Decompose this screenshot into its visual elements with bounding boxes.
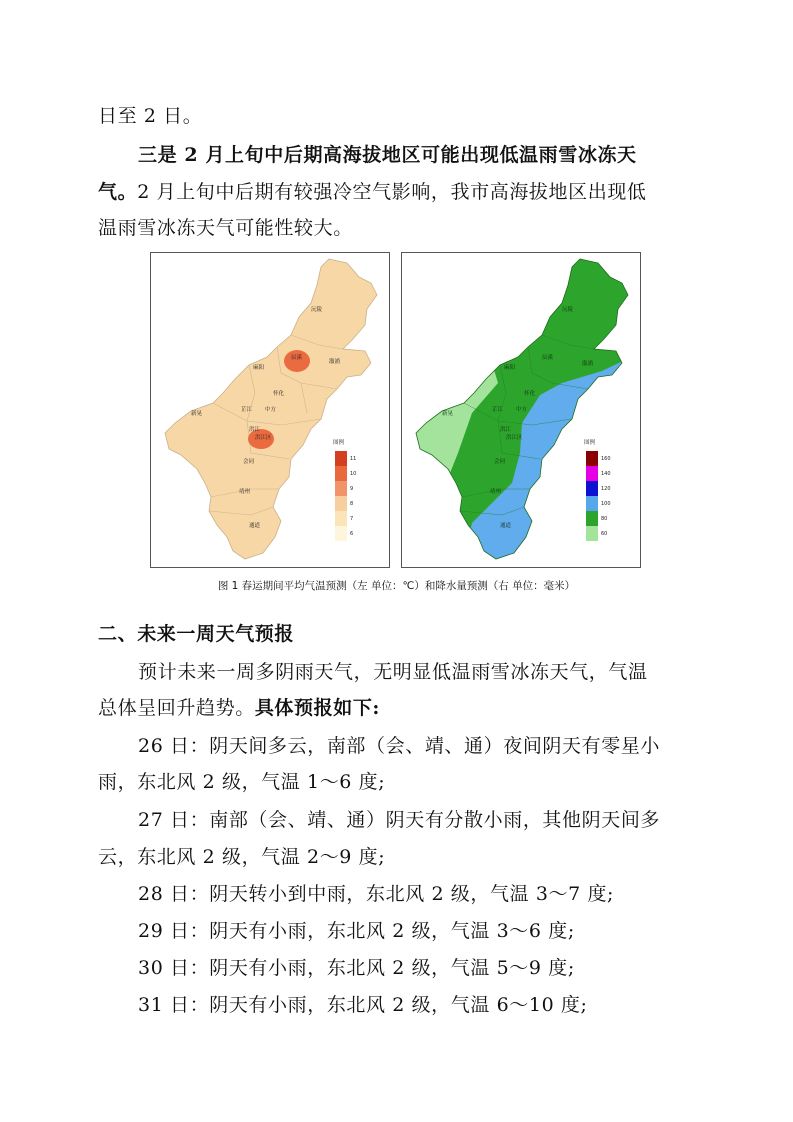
temp-legend-swatch [335, 451, 347, 466]
label-tongdao: 通道 [249, 523, 261, 529]
text-line-4: 温雨雪冰冻天气可能性较大。 [98, 217, 353, 239]
section-heading: 二、未来一周天气预报 [98, 623, 295, 645]
label-zhijiang: 芷江 [492, 407, 504, 413]
label-zhongfang: 中方 [265, 407, 277, 413]
forecast-27-line-1: 27 日：南部（会、靖、通）阴天有分散小雨，其他阴天间多 [138, 809, 661, 831]
temp-legend-swatch [335, 466, 347, 481]
forecast-27-line-2: 云，东北风 2 级，气温 2～9 度; [98, 846, 386, 868]
text-line-3 [98, 177, 647, 207]
temperature-map [151, 253, 389, 567]
label-hongjiangqu: 洪江区 [506, 435, 523, 441]
label-hongjiang: 洪江 [500, 427, 512, 433]
precip-legend-label: 140 [601, 471, 611, 477]
forecast-29: 29 日：阴天有小雨，东北风 2 级，气温 3～6 度; [138, 920, 575, 942]
precip-legend-label: 120 [601, 486, 611, 492]
temp-legend-label: 9 [350, 486, 354, 492]
label-xinhuang: 新晃 [442, 411, 454, 417]
label-mayang: 麻阳 [504, 365, 516, 371]
label-chenxi: 辰溪 [291, 355, 303, 361]
point-three-body: 2 月上旬中后期有较强冷空气影响，我市高海拔地区出现低 [137, 181, 647, 203]
label-yuanling: 沅陵 [562, 307, 574, 313]
precip-legend-title: 图例 [584, 440, 596, 446]
precip-legend-label: 80 [601, 516, 608, 522]
label-jingzhou: 靖州 [239, 489, 251, 495]
precipitation-map [402, 253, 640, 567]
point-three-heading: 三是 2 月上旬中后期高海拔地区可能出现低温雨雪冰冻天 [138, 144, 637, 166]
label-zhijiang: 芷江 [241, 407, 253, 413]
temp-legend-label: 11 [350, 456, 357, 462]
label-hongjiangqu: 洪江区 [255, 435, 272, 441]
label-mayang: 麻阳 [253, 365, 265, 371]
temp-legend-label: 6 [350, 531, 354, 537]
temp-legend-title: 图例 [333, 440, 345, 446]
label-chenxi: 辰溪 [542, 355, 554, 361]
forecast-26-line-1: 26 日：阴天间多云，南部（会、靖、通）夜间阴天有零星小 [138, 735, 661, 757]
para-line-2 [98, 693, 380, 723]
temperature-map-panel [150, 252, 390, 568]
point-three-heading-end: 气。 [98, 181, 138, 203]
label-yuanling: 沅陵 [311, 307, 323, 313]
para-line-1: 预计未来一周多阴雨天气，无明显低温雨雪冰冻天气，气温 [138, 661, 648, 683]
temp-legend [335, 451, 356, 541]
label-tongdao: 通道 [500, 523, 512, 529]
forecast-intro: 具体预报如下: [254, 697, 381, 719]
precipitation-map-panel [401, 252, 641, 568]
label-huaihua: 怀化 [524, 391, 536, 397]
forecast-26-line-2: 雨，东北风 2 级，气温 1～6 度; [98, 771, 386, 793]
label-huitong: 会同 [494, 459, 506, 465]
label-hongjiang: 洪江 [249, 427, 261, 433]
figure-caption: 图 1 春运期间平均气温预测（左 单位：℃）和降水量预测（右 单位：毫米） [217, 580, 576, 592]
temp-legend-swatch [335, 511, 347, 526]
para-line-2-text: 总体呈回升趋势。 [98, 697, 255, 719]
label-jingzhou: 靖州 [490, 489, 502, 495]
forecast-31: 31 日：阴天有小雨，东北风 2 级，气温 6～10 度; [138, 994, 588, 1016]
precip-legend-swatch [586, 466, 598, 481]
precip-legend-swatch [586, 496, 598, 511]
temp-legend-swatch [335, 496, 347, 511]
precip-legend [586, 451, 611, 541]
temp-legend-swatch [335, 481, 347, 496]
label-zhongfang: 中方 [516, 407, 528, 413]
forecast-28: 28 日：阴天转小到中雨，东北风 2 级，气温 3～7 度; [138, 883, 615, 905]
precip-legend-swatch [586, 481, 598, 496]
label-huitong: 会同 [243, 459, 255, 465]
warm-spot-chenxi [284, 350, 310, 372]
temp-legend-label: 8 [350, 501, 354, 507]
precip-legend-swatch [586, 511, 598, 526]
precip-legend-label: 100 [601, 501, 611, 507]
label-xupu: 溆浦 [329, 359, 341, 365]
precip-legend-label: 60 [601, 531, 608, 537]
label-huaihua: 怀化 [273, 391, 285, 397]
label-xupu: 溆浦 [582, 361, 594, 367]
label-xinhuang: 新晃 [191, 411, 203, 417]
temp-legend-swatch [335, 526, 347, 541]
forecast-30: 30 日：阴天有小雨，东北风 2 级，气温 5～9 度; [138, 957, 575, 979]
precip-legend-swatch [586, 451, 598, 466]
precip-legend-label: 160 [601, 456, 611, 462]
text-line-1: 日至 2 日。 [98, 105, 203, 127]
temp-legend-label: 10 [350, 471, 357, 477]
precip-legend-swatch [586, 526, 598, 541]
temp-legend-label: 7 [350, 516, 354, 522]
